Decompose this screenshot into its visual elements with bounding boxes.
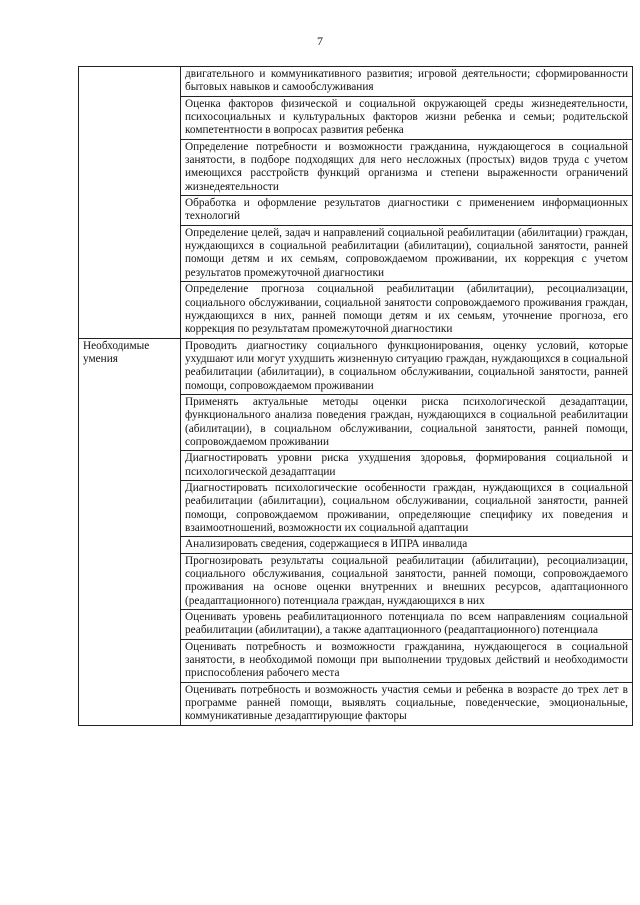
table-cell: Оценивать потребность и возможности гражданина, нуждающегося в социальной занятости, в необходимой помощи при выполнении трудовых действий и необходимости приспособления рабочего места [181,639,633,682]
table-cell: Определение целей, задач и направлений социальной реабилитации (абилитации) граждан, нуждающихся в социальной реабилитации (абилитации), социальной занятости, ранней помощи детям и их семьям, сопровождаемом проживании, их коррекция с учетом результатов промежуточной диагностики [181,225,633,281]
table-cell: Оценивать уровень реабилитационного потенциала по всем направлениям социальной реабилитации (абилитации), а также адаптационного (реадаптационного) потенциала [181,610,633,640]
page-number: 7 [317,34,323,48]
qualification-table [78,66,633,726]
table-cell: Диагностировать психологические особенности граждан, нуждающихся в социальной реабилитации (абилитации), социальном обслуживании, социальной занятости, ранней помощи, сопровождаемом проживании, определяющие специфику их поведения и взаимоотношений, возможности их социальной адаптации [181,480,633,536]
table-cell: Применять актуальные методы оценки риска психологической дезадаптации, функционального анализа поведения граждан, нуждающихся в социальной реабилитации (абилитации), в социальном обслуживании, социальной занятости, ранней помощи, сопровождаемом проживании [181,394,633,450]
table-row [79,67,633,97]
table-cell: Обработка и оформление результатов диагностики с применением информационных технологий [181,196,633,226]
table-cell: Проводить диагностику социального функционирования, оценку условий, которые ухудшают или могут ухудшить жизненную ситуацию граждан, нуждающихся в социальной реабилитации (абилитации), в социальном обслуживании, социальной занятости, ранней помощи, сопровождаемом проживании [181,338,633,394]
table-cell: Прогнозировать результаты социальной реабилитации (абилитации), ресоциализации, социального обслуживания, социальной занятости, ранней помощи, сопровождаемого проживания на основе оценки внутренних и внешних ресурсов, адаптационного (реадаптационного) потенциала граждан, нуждающихся в них [181,553,633,609]
table-cell: Диагностировать уровни риска ухудшения здоровья, формирования социальной и психологической дезадаптации [181,451,633,481]
table-cell: двигательного и коммуникативного развития; игровой деятельности; сформированности бытовых навыков и самообслуживания [181,67,633,97]
table-cell: Оценка факторов физической и социальной окружающей среды жизнедеятельности, психосоциальных и культуральных факторов жизни ребенка и семьи; родительской компетентности в вопросах развития ребенка [181,96,633,139]
table-cell: Оценивать потребность и возможность участия семьи и ребенка в возрасте до трех лет в программе ранней помощи, выявлять социальные, поведенческие, эмоциональные, коммуникативные дезадаптирующие факторы [181,682,633,725]
row-label-empty [79,67,181,339]
table-cell: Анализировать сведения, содержащиеся в ИПРА инвалида [181,537,633,553]
table-cell: Определение прогноза социальной реабилитации (абилитации), ресоциализации, социального обслуживании, социальной занятости сопровождаемого проживания граждан, нуждающихся в них, ранней помощи детям и их семьям, уточнение прогноза, его коррекция по результатам промежуточной диагностики [181,282,633,338]
table-cell: Определение потребности и возможности гражданина, нуждающегося в социальной занятости, в подборе подходящих для него несложных (простых) видов труда с учетом имеющихся расстройств функций организма и степени выраженности ограничений жизнедеятельности [181,139,633,195]
table-row [79,338,633,394]
row-label-required-skills: Необходимые умения [79,338,181,725]
